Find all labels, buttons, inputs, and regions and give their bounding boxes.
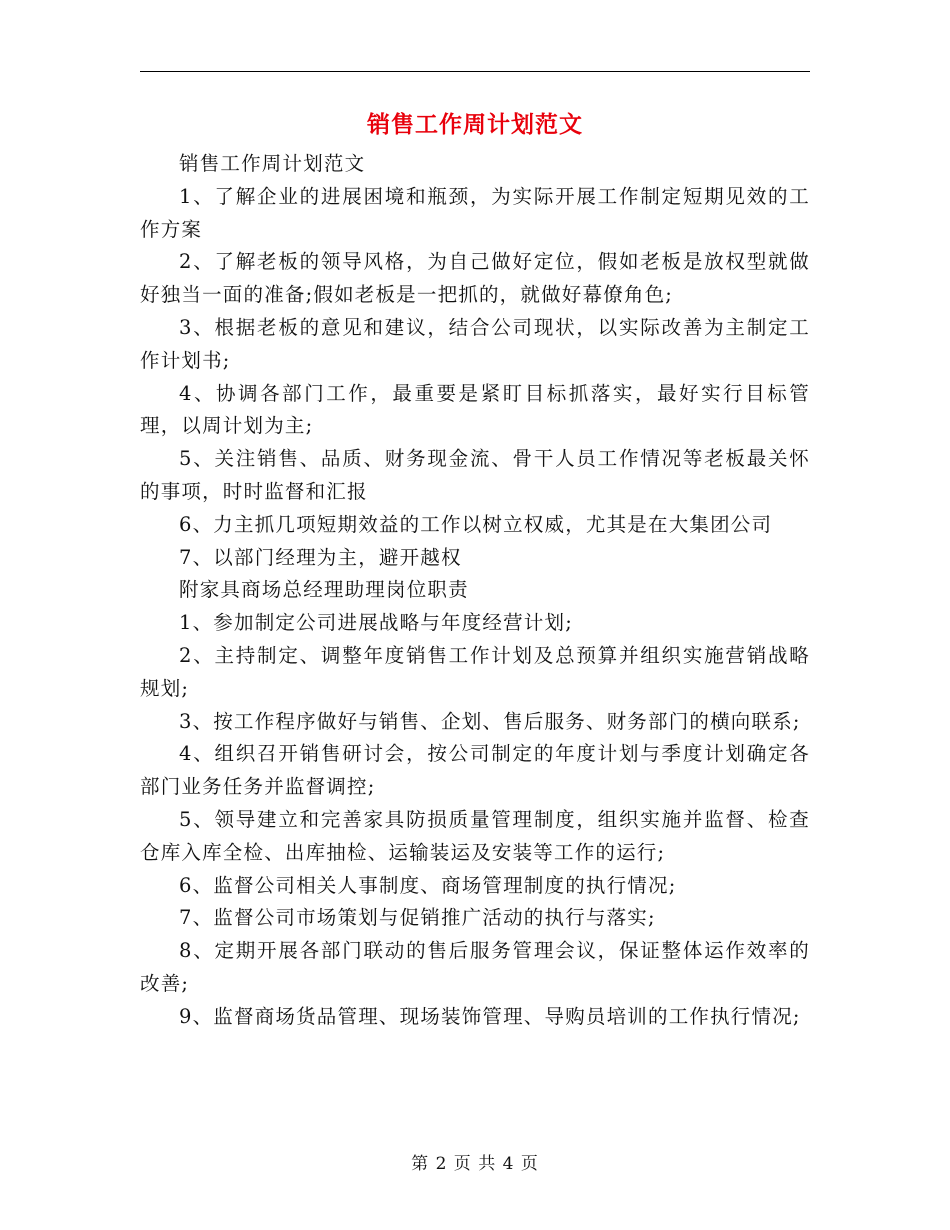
header-rule: [140, 71, 810, 72]
paragraph: 1、了解企业的进展困境和瓶颈，为实际开展工作制定短期见效的工作方案: [140, 184, 810, 241]
paragraph: 4、协调各部门工作，最重要是紧盯目标抓落实，最好实行目标管理，以周计划为主;: [140, 381, 810, 438]
paragraph: 1、参加制定公司进展战略与年度经营计划;: [179, 611, 573, 635]
paragraph: 3、根据老板的意见和建议，结合公司现状，以实际改善为主制定工作计划书;: [140, 315, 810, 372]
paragraph: 6、监督公司相关人事制度、商场管理制度的执行情况;: [179, 873, 677, 897]
paragraph: 5、关注销售、品质、财务现金流、骨干人员工作情况等老板最关怀的事项，时时监督和汇报: [140, 447, 810, 503]
paragraph: 7、监督公司市场策划与促销推广活动的执行与落实;: [179, 906, 656, 930]
paragraph: 3、按工作程序做好与销售、企划、售后服务、财务部门的横向联系;: [179, 709, 801, 733]
page-number: 第 2 页 共 4 页: [411, 1154, 539, 1174]
paragraph: 5、领导建立和完善家具防损质量管理制度，组织实施并监督、检查仓库入库全检、出库抽检、运输装运及安装等工作的运行;: [140, 807, 810, 864]
paragraph: 8、定期开展各部门联动的售后服务管理会议，保证整体运作效率的改善;: [140, 939, 810, 995]
paragraph: 7、以部门经理为主，避开越权: [179, 545, 462, 569]
document-body: [140, 148, 810, 1034]
section-heading: 附家具商场总经理助理岗位职责: [179, 578, 469, 602]
document-title: 销售工作周计划范文: [367, 111, 583, 138]
paragraph: 2、了解老板的领导风格，为自己做好定位，假如老板是放权型就做好独当一面的准备;假如老板是一把抓的，就做好幕僚角色;: [140, 250, 810, 307]
page-footer: [140, 1152, 810, 1176]
paragraph: 2、主持制定、调整年度销售工作计划及总预算并组织实施营销战略规划;: [140, 643, 810, 700]
paragraph: 6、力主抓几项短期效益的工作以树立权威，尤其是在大集团公司: [179, 512, 773, 536]
paragraph: 销售工作周计划范文: [179, 152, 366, 175]
paragraph: 4、组织召开销售研讨会，按公司制定的年度计划与季度计划确定各部门业务任务并监督调控;: [140, 742, 810, 799]
paragraph: 9、监督商场货品管理、现场装饰管理、导购员培训的工作执行情况;: [179, 1004, 801, 1028]
